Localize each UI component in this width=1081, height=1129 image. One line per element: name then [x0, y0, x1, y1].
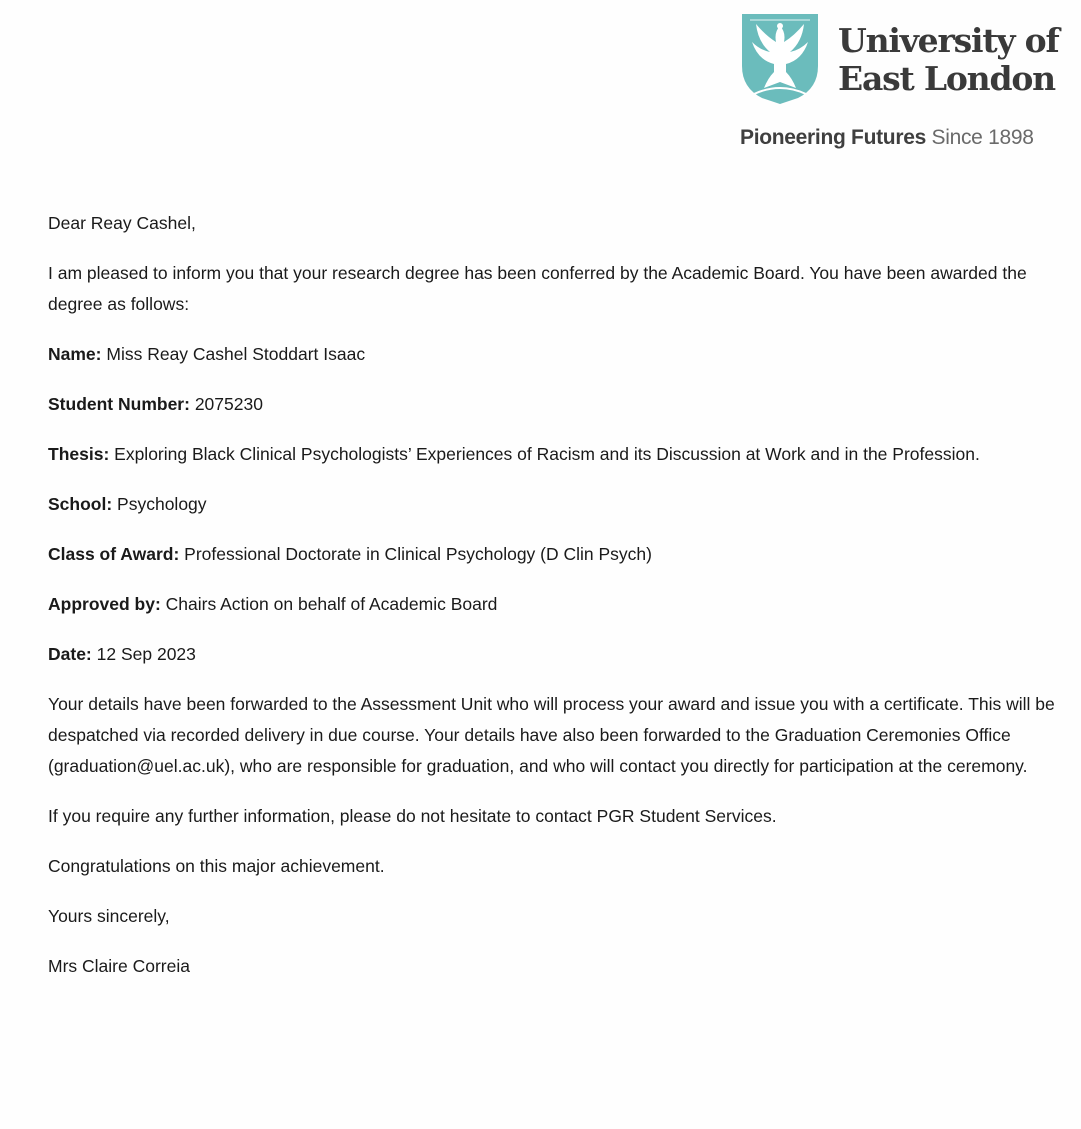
field-approved-by: [48, 589, 1058, 620]
field-date: [48, 639, 1058, 670]
field-name-label: Name:: [48, 344, 102, 364]
tagline-since: Since 1898: [931, 126, 1034, 149]
university-logo: [738, 10, 1068, 160]
field-student-number-value: 2075230: [194, 394, 263, 414]
field-date-value: 12 Sep 2023: [96, 644, 196, 664]
field-date-label: Date:: [48, 644, 92, 664]
tagline-strong: Pioneering Futures: [740, 126, 926, 149]
university-name: [838, 22, 1059, 98]
closing: Yours sincerely,: [48, 906, 170, 926]
intro-paragraph: I am pleased to inform you that your research degree has been conferred by the Academic Board. You have been awarded the degree as follows:: [48, 263, 1027, 314]
field-student-number-label: Student Number:: [48, 394, 190, 414]
field-approved-by-label: Approved by:: [48, 594, 161, 614]
field-name-value: Miss Reay Cashel Stoddart Isaac: [106, 344, 366, 364]
field-class-of-award-label: Class of Award:: [48, 544, 180, 564]
letter-body: [48, 208, 1058, 1001]
field-thesis-value: Exploring Black Clinical Psychologists’ Experiences of Racism and its Discussion at Work and in the Profession.: [114, 444, 980, 464]
uel-phoenix-crest-icon: [740, 12, 820, 106]
details-paragraph: Your details have been forwarded to the Assessment Unit who will process your award and issue you with a certificate. This will be despatched via recorded delivery in due course. Your details have also been forwarded to the Graduation Ceremonies Office (graduation@uel.ac.uk), who are responsible for graduation, and who will contact you directly for participation at the ceremony.: [48, 694, 1055, 776]
field-class-of-award-value: Professional Doctorate in Clinical Psychology (D Clin Psych): [184, 544, 652, 564]
field-student-number: [48, 389, 1058, 420]
field-class-of-award: [48, 539, 1058, 570]
field-school-label: School:: [48, 494, 113, 514]
field-school: [48, 489, 1058, 520]
tagline: [740, 126, 1034, 150]
field-approved-by-value: Chairs Action on behalf of Academic Board: [165, 594, 498, 614]
university-name-line2: East London: [838, 59, 1055, 98]
field-thesis-label: Thesis:: [48, 444, 110, 464]
salutation: Dear Reay Cashel,: [48, 213, 196, 233]
further-info-paragraph: If you require any further information, please do not hesitate to contact PGR Student Services.: [48, 806, 777, 826]
field-thesis: [48, 439, 1058, 470]
signatory: Mrs Claire Correia: [48, 956, 190, 976]
congratulations-paragraph: Congratulations on this major achievement.: [48, 856, 385, 876]
field-school-value: Psychology: [117, 494, 207, 514]
field-name: [48, 339, 1058, 370]
university-name-line1: University of: [838, 21, 1059, 60]
